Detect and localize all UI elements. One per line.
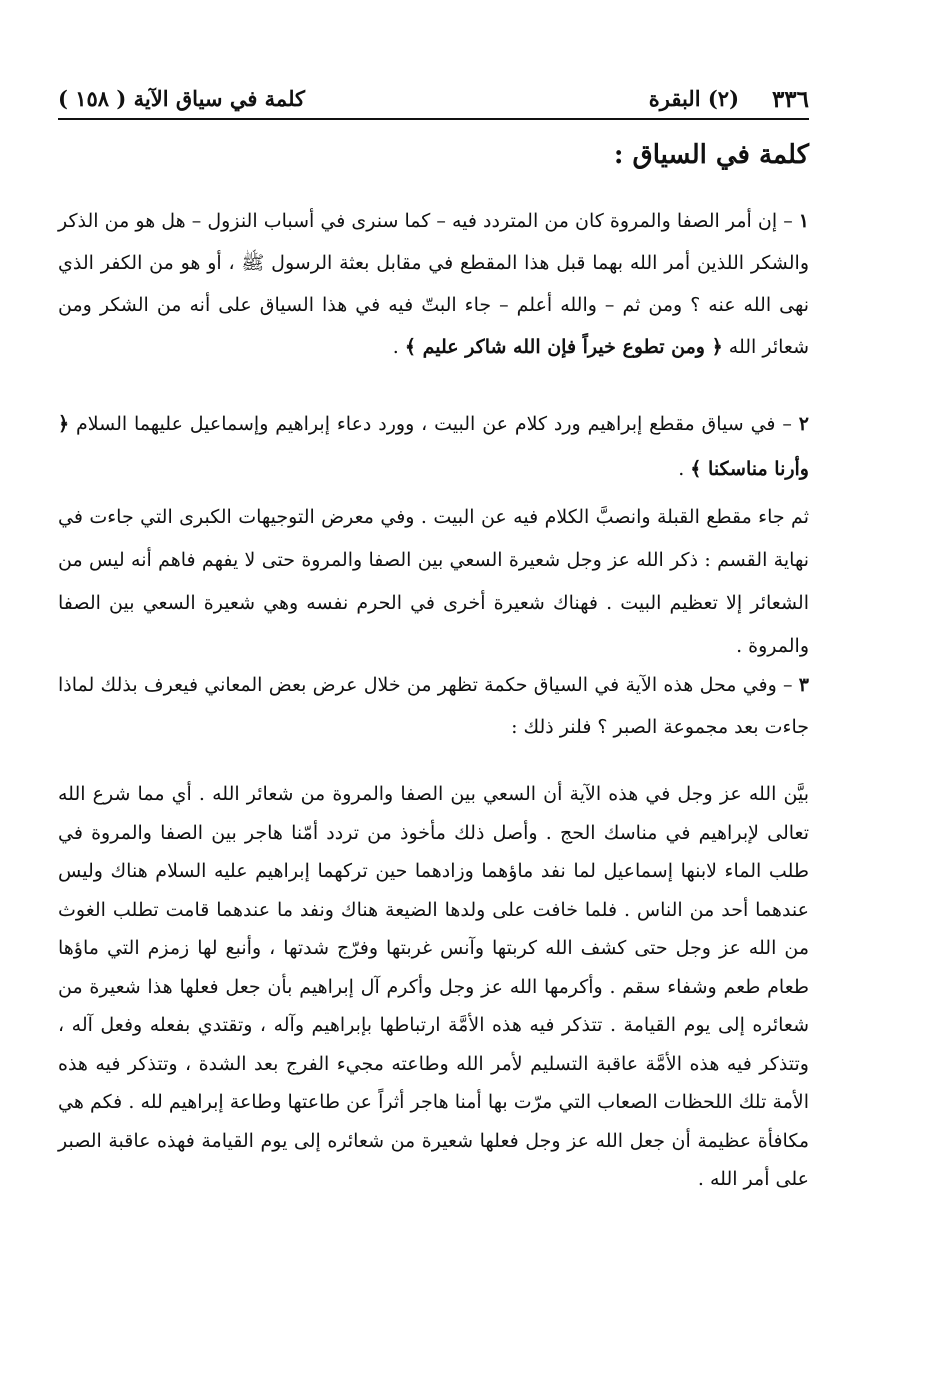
point-2-end: . [678,458,691,480]
point-1-paragraph [58,200,809,368]
running-title: كلمة في سياق الآية ( ١٥٨ ) [58,86,306,111]
surah-label: (٢) البقرة [648,86,739,111]
qibla-paragraph: ثم جاء مقطع القبلة وانصبَّ الكلام فيه عن البيت . وفي معرض التوجيهات الكبرى التي جاءت في نهاية القسم : ذكر الله عز وجل شعيرة السعي بين الصفا والمروة حتى لا يفهم فاهم أنه ليس من الشعائر إلا تعظيم البيت . فهناك شعيرة أخرى في الحرم نفسه وهي شعيرة السعي بين الصفا والمروة . [58,506,809,657]
header-divider [58,118,809,120]
point-1-number: ١ [798,210,809,232]
point-1-quran-quote: ﴿ ومن تطوع خيراً فإن الله شاكر عليم ﴾ [404,336,723,358]
page-number: ٣٣٦ [771,86,809,113]
point-1-end: . [392,336,405,358]
section-heading: كلمة في السياق : [613,140,809,170]
point-3-text: – وفي محل هذه الآية في السياق حكمة تظهر من خلال عرض بعض المعاني فيعرف بذلك لماذا جاءت بعد مجموعة الصبر ؟ فلنر ذلك : [58,674,809,738]
page-header [58,84,809,118]
point-2-text: – في سياق مقطع إبراهيم ورد كلام عن البيت ، وورد دعاء إبراهيم وإسماعيل عليهما السلام [69,413,799,435]
point-2-number: ٢ [798,413,809,435]
point-3-paragraph [58,664,809,748]
point-3-number: ٣ [798,674,809,696]
point-1-text: – إن أمر الصفا والمروة كان من المتردد فيه – كما سنرى في أسباب النزول – هل هو من الذكر والشكر اللذين أمر الله بهما قبل هذا المقطع في مقابل بعثة الرسول ﷺ ، أو هو من الكفر الذي نهى الله عنه ؟ ومن ثم – والله أعلم – جاء البتّ فيه في هذا السياق على أنه من الشكر ومن شعائر الله [58,210,809,358]
point-2-quran-quote: ﴿ وأرنا مناسكنا ﴾ [58,413,809,480]
explanation-paragraph: بيَّن الله عز وجل في هذه الآية أن السعي بين الصفا والمروة من شعائر الله . أي مما شرع الله تعالى لإبراهيم في مناسك الحج . وأصل ذلك مأخوذ من تردد أمّنا هاجر بين الصفا والمروة في طلب الماء لابنها إسماعيل لما نفد ماؤهما وزادهما حين تركهما إبراهيم عليه السلام هناك وليس عندهما أحد من الناس . فلما خافت على ولدها الضيعة هناك ونفد ما عندهما قامت تطلب الغوث من الله عز وجل حتى كشف الله كربتها وآنس غربتها وفرّج شدتها ، وأنبع لها زمزم التي ماؤها طعام طعم وشفاء سقم . وأكرمها الله عز وجل وأكرم آل إبراهيم بأن جعل فعلها هذا شعيرة من شعائره إلى يوم القيامة . تتذكر فيه هذه الأمَّة ارتباطها بإبراهيم وآله ، وتقتدي بفعله وفعل آله ، وتتذكر فيه هذه الأمَّة عاقبة التسليم لأمر الله وطاعته مجيء الفرج بعد الشدة ، وتتذكر فيه هذه الأمة تلك اللحظات الصعاب التي مرّت بها أمنا هاجر أثراً عن طاعتها وطاعة إبراهيم لله . فكم هي مكافأة عظيمة أن جعل الله عز وجل فعلها شعيرة من شعائره إلى يوم القيامة فهذه عاقبة الصبر على أمر الله . [58,783,809,1190]
point-2-paragraph [58,402,809,492]
